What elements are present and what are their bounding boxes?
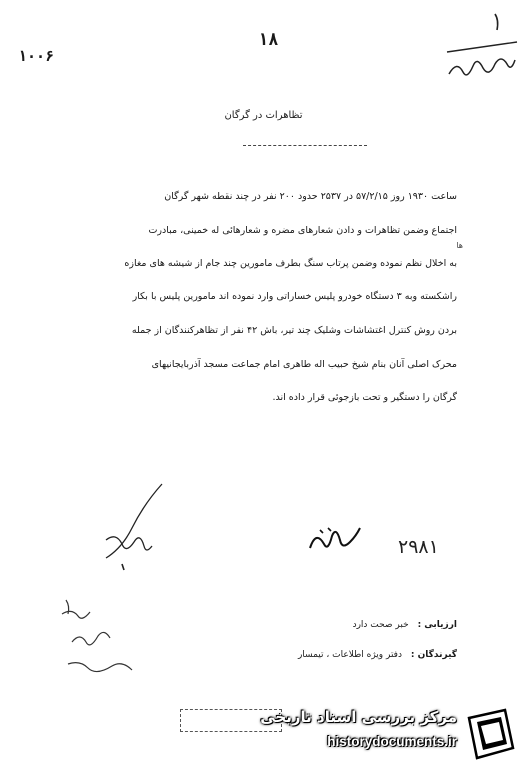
watermark-url: historydocuments.ir xyxy=(327,734,457,749)
document-title: تظاهرات در گرگان xyxy=(224,110,303,121)
recipients-value: دفتر ویژه اطلاعات ، تیمسار xyxy=(297,650,402,660)
evaluation-value: خبر صحت دارد xyxy=(352,620,409,630)
watermark-logo-icon xyxy=(465,708,519,762)
margin-note: ها xyxy=(456,241,463,250)
body-line: گرگان را دستگیر و تحت بازجوئی قرار داده اند. xyxy=(272,392,457,403)
archive-watermark xyxy=(219,708,519,764)
body-line: به اخلال نظم نموده وضمن پرتاب سنگ بطرف مامورین چند جام از شیشه های مغازه xyxy=(124,258,457,269)
handwritten-signature-left xyxy=(92,480,172,580)
handwritten-corner-note xyxy=(443,8,521,86)
watermark-text: مرکز بررسی اسناد تاریخی xyxy=(260,708,457,726)
body-line: اجتماع وضمن تظاهرات و دادن شعارهای مضره و شعارهائی له خمینی، مبادرت xyxy=(148,225,457,236)
title-underline xyxy=(243,145,367,146)
document-number: ۱۰۰۶ xyxy=(18,47,55,65)
body-line: ساعت ۱۹۳۰ روز ۵۷/۲/۱۵ در ۲۵۳۷ حدود ۲۰۰ نفر در چند نقطه شهر گرگان xyxy=(164,191,457,202)
page-number: ۱۸ xyxy=(258,30,279,50)
recipients-label: گیرندگان : xyxy=(410,650,457,660)
evaluation-row xyxy=(353,620,457,630)
archive-number: ۲۹۸۱ xyxy=(398,536,439,558)
recipients-row xyxy=(298,650,457,660)
body-line: محرک اصلی آنان بنام شیخ حبیب اله طاهری امام جماعت مسجد آذربایجانیهای xyxy=(151,359,457,370)
body-line: بردن روش کنترل اغتشاشات وشلیک چند تیر، باش ۴۲ نفر از تظاهرکنندگان از جمله xyxy=(131,325,457,336)
body-line: راشکسته وبه ۳ دستگاه خودرو پلیس خساراتی وارد نموده اند مامورین پلیس با بکار xyxy=(132,291,457,302)
evaluation-label: ارزیابی : xyxy=(417,620,457,630)
handwritten-signature-center xyxy=(302,522,372,562)
handwritten-notes-left xyxy=(52,592,152,692)
